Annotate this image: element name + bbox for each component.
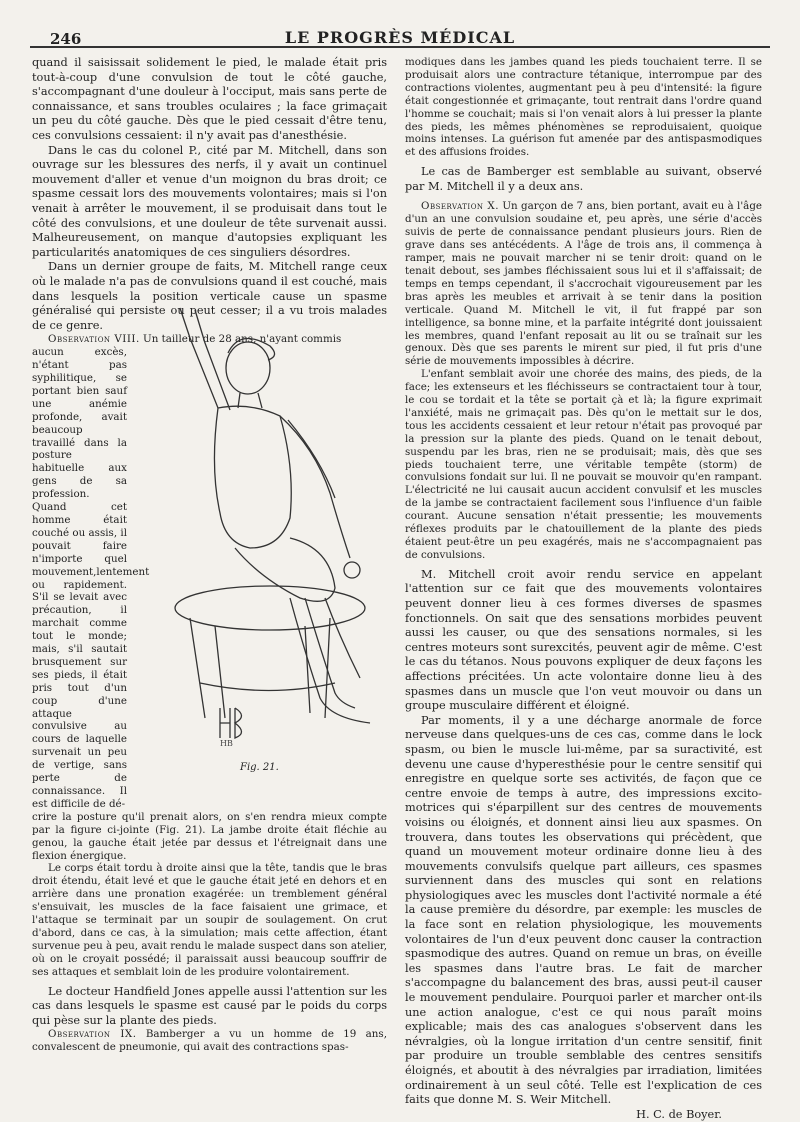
header-rule	[30, 46, 770, 48]
monogram: HB	[220, 739, 233, 748]
observation-8-heading: Observation VIII. Un tailleur de 28 ans, n'ayant commis	[48, 333, 342, 346]
figure-left-arm	[280, 416, 350, 558]
paragraph: quand il saisissait solidement le pied, le malade était pris tout-à-coup d'une convulsion de tout le côté gauche, s'accompagnant d'une douleur à l'occiput, mais sans perte de connaissance, et sans troubles oculaires ; la face grimaçait un peu du côté gauche. Dès que le pied cessait d'être tenu, ces convulsions cessaient: il n'y avait pas d'anesthésie.	[32, 56, 387, 142]
observation-label: Observation VIII.	[48, 333, 140, 346]
author-signature: H. C. de Boyer.	[636, 1107, 722, 1121]
observation-label: Observation IX.	[48, 1028, 137, 1041]
observation-10-text: L'enfant semblait avoir une chorée des mains, des pieds, de la face; les extenseurs et les fléchisseurs se contractaient tour à tour, le cou se tordait et la tête se portait çà et là; la figure exprimait l'anxiété, mais ne grimaçait pas. Dès qu'on le mettait sur le dos, tous les accidents cessaient et leur retour n'était pas provoqué par la pression sur la plante des pieds. Quand on le tenait debout, suspendu par les bras, rien ne se produisait; mais, dès que ses pieds touchaient terre, une véritable tempête (storm) de convulsions fondait sur lui. Il ne pouvait se mouvoir qu'en rampant. L'électricité ne lui causait aucun accident convulsif et les muscles de la jambe se contractaient facilement sous l'influence d'un faible courant. Aucune sensation n'était pressentie; les mouvements réflexes produits par le chatouillement de la plante des pieds étaient peut-être un peu exagérés, mais ne s'accompagnaient pas de convulsions.	[405, 368, 762, 561]
paragraph: Dans le cas du colonel P., cité par M. Mitchell, dans son ouvrage sur les blessures des nerfs, il y avait un continuel mouvement d'aller et venue d'un moignon du bras droit; ce spasme cessait lors des mouvements volontaires; mais si l'on venait à arrêter le mouvement, il se produisait dans tout le côté des convulsions, et une douleur de tête survenait aussi. Malheureusement, on manque d'autopsies expliquant les particularités anatomiques de ces singuliers désordres.	[32, 143, 387, 259]
figure-21-illustration	[130, 298, 380, 748]
figure-caption: Fig. 21.	[240, 762, 279, 773]
monogram-mark	[220, 708, 242, 738]
stool-seat	[175, 586, 365, 630]
page-header	[30, 26, 770, 48]
observation-8-text: crire la posture qu'il prenait alors, on s'en rendra mieux compte par la figure ci-jointe (Fig. 21). La jambe droite était fléchie au genou, la gauche était jetée par dessus et l'étreignait dans une flexion énergique.	[32, 810, 387, 862]
page-number: 246	[50, 30, 82, 48]
observation-8-wrapped-text: aucun excès, n'étant pas syphilitique, se portant bien sauf une anémie profonde, avait beaucoup travaillé dans la posture habituelle aux gens de sa profession. Quand cet homme était couché ou assis, il pouvait faire n'importe quel mouvement,lentement ou rapidement. S'il se levait avec précaution, il marchait comme tout le monde; mais, s'il sautait brusquement sur ses pieds, il était pris tout d'un coup d'une attaque convulsive au cours de laquelle survenait un peu de vertige, sans perte de connaissance. Il est difficile de dé-	[32, 346, 150, 810]
observation-10-heading: Observation X. Un garçon de 7 ans, bien portant, avait eu à l'âge d'un an une convulsion soudaine et, peu après, une série d'accès suivis de perte de connaissance pendant plusieurs jours. Rien de grave dans ses antécédents. A l'âge de trois ans, il commença à ramper, mais ne pouvait marcher ni se tenir droit: quand on le tenait debout, ses jambes fléchissaient sous lui et il s'affaissait; de temps en temps cependant, il s'accrochait vigoureusement par les bras après les meubles et arrivait à se tenir dans la position verticale. Quand M. Mitchell le vit, il fut frappé par son intelligence, sa bonne mine, et la parfaite intégrité dont jouissaient les membres, quand l'enfant reposait au lit ou se traînait sur les genoux. Dès que ses parents le mirent sur pied, il fut pris d'une série de mouvements impossibles à décrire.	[405, 200, 762, 368]
observation-8-text: Le corps était tordu à droite ainsi que la tête, tandis que le bras droit étendu, était levé et que le gauche était jeté en dehors et en arrière dans une pronation exagérée: un tremblement général s'ensuivait, les muscles de la face faisaient une grimace, et l'attaque se terminait par un soupir de soulagement. On crut d'abord, dans ce cas, à la simulation; mais cette affection, étant survenue peu à peu, avait rendu le malade suspect dans son atelier, où on le croyait possédé; il paraissait aussi beaucoup souffrir de ses attaques et semblait loin de les produire volontairement.	[32, 862, 387, 978]
figure-torso	[214, 406, 291, 548]
figure-head	[226, 342, 270, 394]
journal-title: LE PROGRÈS MÉDICAL	[284, 28, 516, 47]
paragraph: Le docteur Handfield Jones appelle aussi l'attention sur les cas dans lesquels le spasme est causé par le poids du corps qui pèse sur la plante des pieds.	[32, 984, 387, 1027]
right-column	[405, 56, 762, 1122]
paragraph: M. Mitchell croit avoir rendu service en appelant l'attention sur ce fait que des mouvements volontaires peuvent donner lieu à ces formes diverses de spasmes fonctionnels. On sait que des sensations morbides peuvent aussi les causer, ou que des sensations normales, si les centres moteurs sont surexcités, peuvent agir de même. C'est le cas du tétanos. Nous pouvons expliquer de deux façons les affections précitées. Un acte volontaire donne lieu à des spasmes dans un muscle que l'on veut mouvoir ou dans un groupe musculaire différent et éloigné.	[405, 567, 762, 713]
observation-label: Observation X.	[421, 200, 500, 213]
paragraph: Le cas de Bamberger est semblable au suivant, observé par M. Mitchell il y a deux ans.	[405, 165, 762, 193]
paragraph: Dans un dernier groupe de faits, M. Mitchell range ceux où le malade n'a pas de convulsions quand il est couché, mais dans lesquels la position verticale cause un spasme généralisé qui persiste ou peut cesser; il a vu trois malades de ce genre.	[32, 260, 387, 332]
observation-9-heading: Observation IX. Bamberger a vu un homme de 19 ans, convalescent de pneumonie, qui avait des contractions spas-	[32, 1028, 387, 1054]
paragraph: Par moments, il y a une décharge anormale de force nerveuse dans quelques-uns de ces cas, comme dans le lock spasm, ou bien le muscle lui-même, par sa suractivité, est devenu une cause d'hyperesthésie pour le centre sensitif qui enregistre en quelque sorte ses activités, de façon que ce centre envoie de temps à autre, des impressions excito-motrices qui s'éparpillent sur des centres de mouvements voisins ou éloignés, et donnent ainsi lieu aux spasmes. On trouvera, dans toutes les observations qui précèdent, que quand un mouvement moteur ordinaire donne lieu à des mouvements convulsifs quelque part ailleurs, ces spasmes surviennent dans des muscles qui sont en relations physiologiques avec les muscles dont l'activité normale a été la cause première du désordre, par exemple: les muscles de la face sont en relation physiologique, les mouvements volontaires de l'un d'eux peuvent donc causer la contraction spasmodique des autres. Quand on remue un bras, on éveille les spasmes dans l'autre bras. Le fait de marcher s'accompagne du balancement des bras, aussi peut-il causer le mouvement pendulaire. Pourquoi parler et marcher ont-ils une action analogue, c'est ce qui nous paraît moins explicable; mais des cas analogues s'observent dans les névralgies, où la longue irritation d'un centre sensitif, finit par produire un trouble semblable des centres sensitifs éloignés, et aboutit à des névralgies par irradiation, limitées ordinairement à un seul côté. Telle est l'explication de ces faits que donne M. S. Weir Mitchell.	[405, 713, 762, 1107]
observation-9-text: modiques dans les jambes quand les pieds touchaient terre. Il se produisait alors une contracture tétanique, interrompue par des contractions violentes, augmentant peu à peu d'intensité: la figure était congestionnée et grimaçante, tout rentrait dans l'ordre quand l'homme se couchait; mais si l'on venait alors à lui presser la plante des pieds, les mêmes phénomènes se reproduisaient, quoique moins intenses. La guérison fut amenée par des antispasmodiques et des affusions froides.	[405, 56, 762, 159]
stool-legs	[190, 618, 330, 718]
